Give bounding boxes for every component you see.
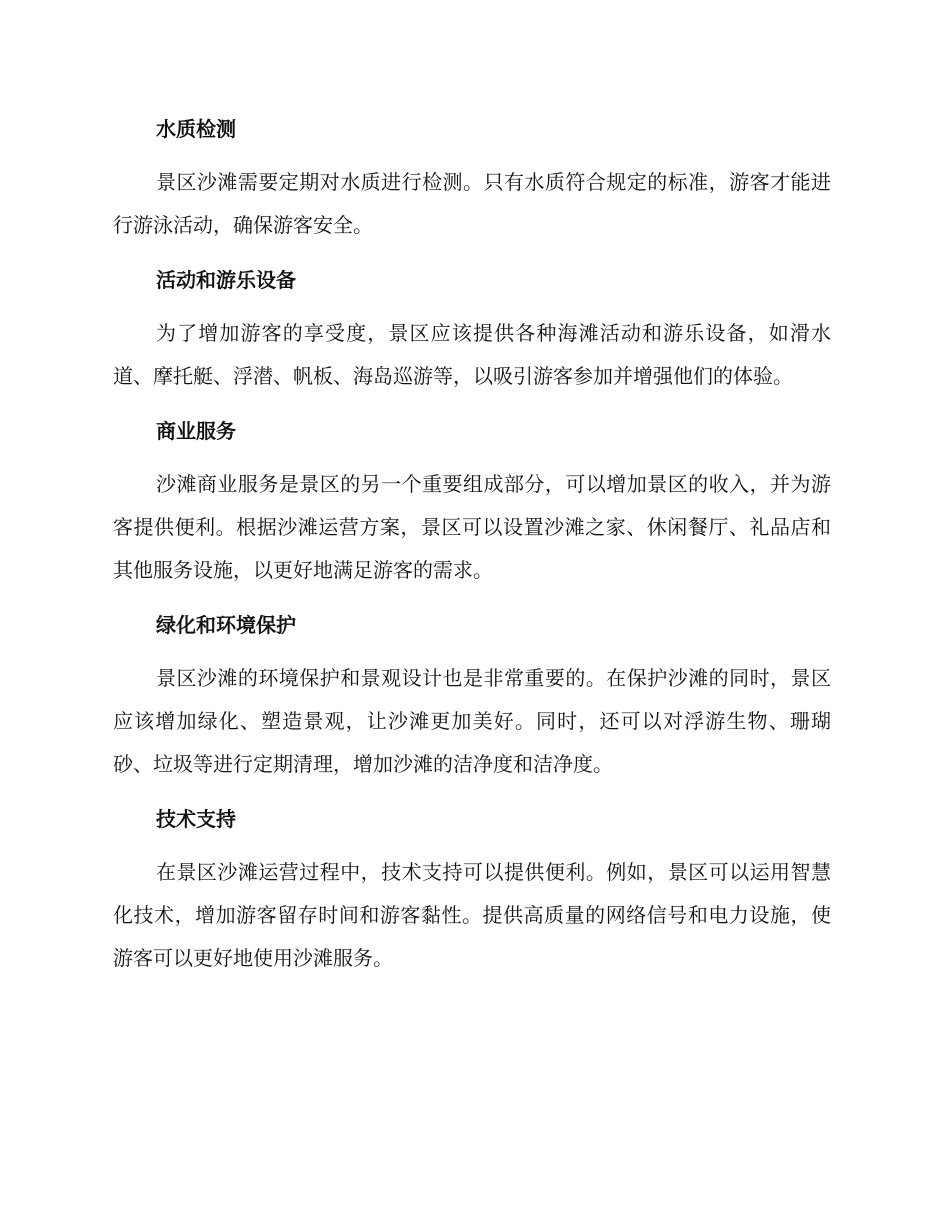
- section-tech-support: [113, 801, 831, 980]
- section-paragraph: 景区沙滩需要定期对水质进行检测。只有水质符合规定的标准，游客才能进行游泳活动，确保游客安全。: [113, 170, 831, 237]
- document-page: [113, 111, 831, 980]
- section-heading: 技术支持: [156, 807, 236, 831]
- section-paragraph: 景区沙滩的环境保护和景观设计也是非常重要的。在保护沙滩的同时，景区应该增加绿化、塑造景观，让沙滩更加美好。同时，还可以对浮游生物、珊瑚砂、垃圾等进行定期清理，增加沙滩的洁净度和洁净度。: [113, 666, 831, 776]
- section-water-quality: [113, 111, 831, 262]
- section-heading: 活动和游乐设备: [156, 268, 296, 292]
- section-commercial: [113, 413, 831, 607]
- section-paragraph: 在景区沙滩运营过程中，技术支持可以提供便利。例如，景区可以运用智慧化技术，增加游客留存时间和游客黏性。提供高质量的网络信号和电力设施，使游客可以更好地使用沙滩服务。: [113, 860, 831, 970]
- section-greening: [113, 607, 831, 801]
- section-activities: [113, 262, 831, 413]
- section-paragraph: 沙滩商业服务是景区的另一个重要组成部分，可以增加景区的收入，并为游客提供便利。根据沙滩运营方案，景区可以设置沙滩之家、休闲餐厅、礼品店和其他服务设施，以更好地满足游客的需求。: [113, 472, 831, 582]
- section-heading: 水质检测: [156, 117, 236, 141]
- section-heading: 商业服务: [156, 419, 236, 443]
- section-paragraph: 为了增加游客的享受度，景区应该提供各种海滩活动和游乐设备，如滑水道、摩托艇、浮潜、帆板、海岛巡游等，以吸引游客参加并增强他们的体验。: [113, 321, 831, 388]
- section-heading: 绿化和环境保护: [156, 613, 296, 637]
